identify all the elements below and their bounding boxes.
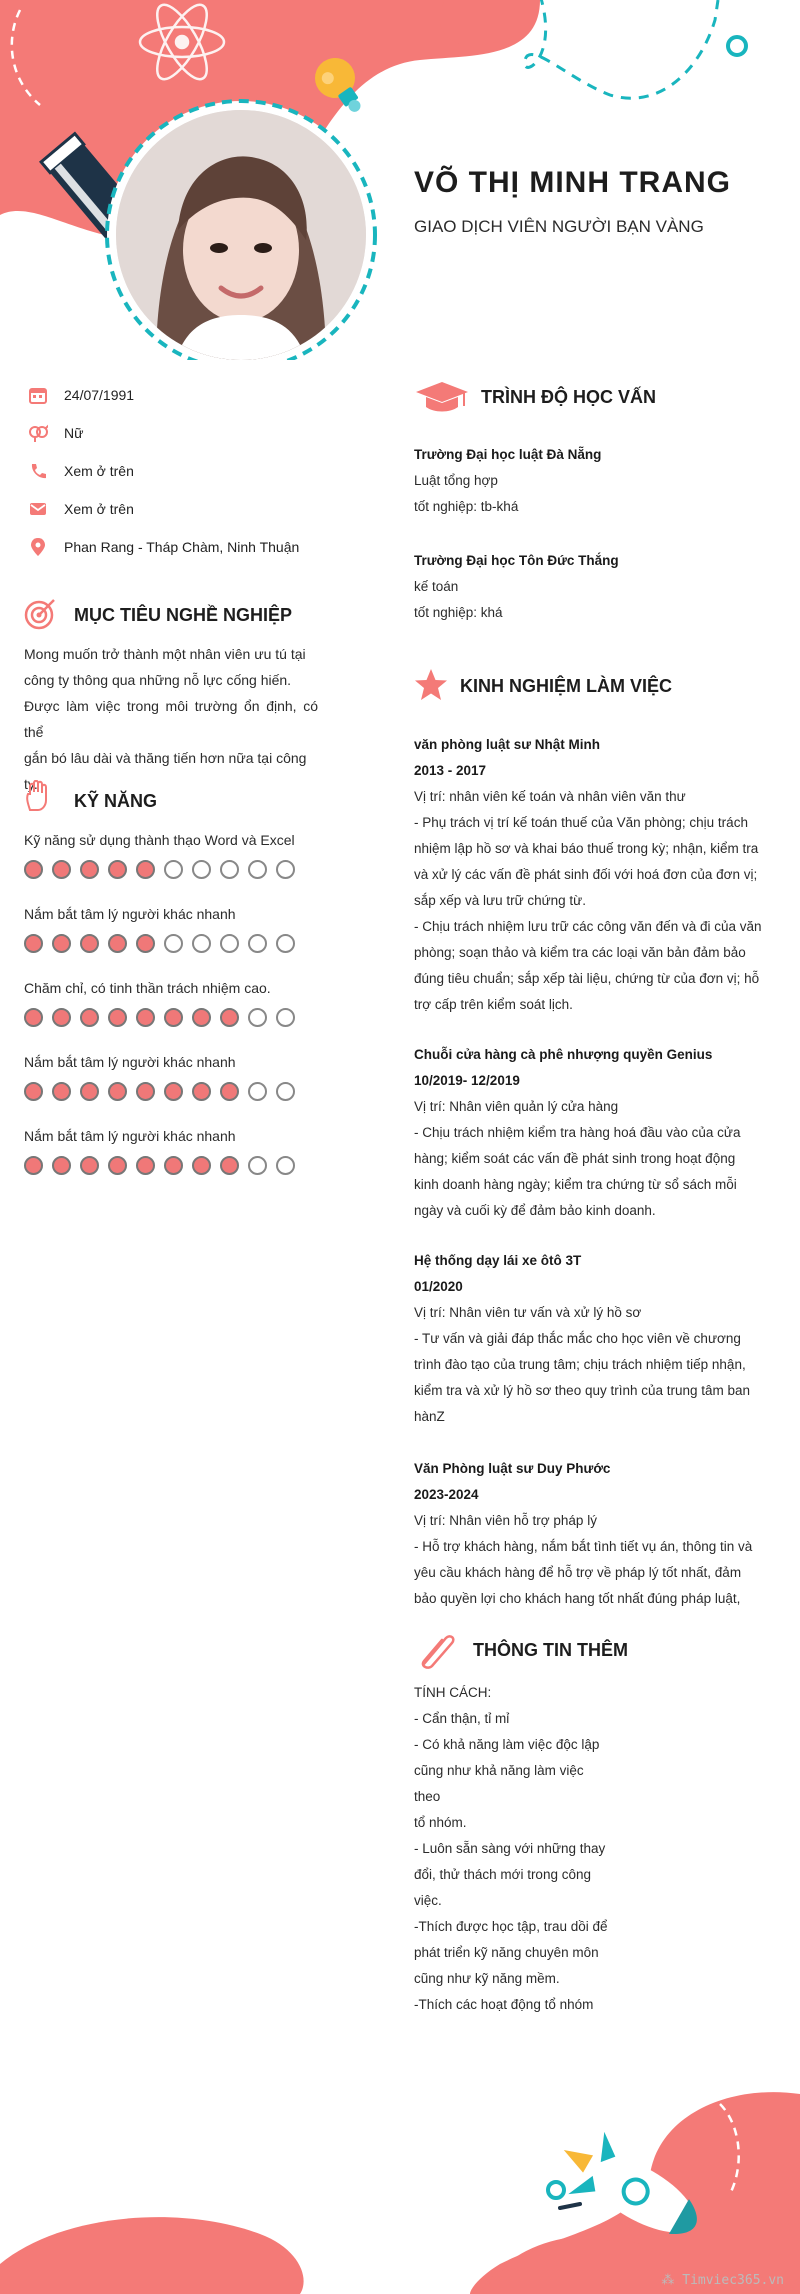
company-name: Văn Phòng luật sư Duy Phước bbox=[414, 1461, 611, 1476]
description-line: - Tư vấn và giải đáp thắc mắc cho học viên về chương bbox=[414, 1331, 741, 1346]
rating-dot-filled bbox=[24, 860, 43, 879]
description-line: hànZ bbox=[414, 1409, 445, 1424]
additional-text bbox=[414, 1680, 620, 2018]
description-line: trình đào tạo của trung tâm; chịu trách nhiệm tiếp nhận, bbox=[414, 1357, 746, 1372]
rating-dot-filled bbox=[24, 1156, 43, 1175]
avatar bbox=[116, 110, 366, 360]
description-line: - Chịu trách nhiệm kiểm tra hàng hoá đầu vào của cửa bbox=[414, 1125, 741, 1140]
rating-dot-empty bbox=[276, 1008, 295, 1027]
email-icon bbox=[28, 499, 48, 519]
description-line: - Phụ trách vị trí kế toán thuế của Văn phòng; chịu trách bbox=[414, 815, 748, 830]
rating-dot-filled bbox=[24, 1008, 43, 1027]
rating-dot-filled bbox=[108, 934, 127, 953]
objective-text bbox=[24, 641, 318, 797]
additional-line: -Thích các hoạt động tổ nhóm bbox=[414, 1997, 594, 2012]
teal-ring-bottom-icon bbox=[548, 2182, 564, 2198]
watermark: ⁂ Timviec365.vn bbox=[661, 2273, 784, 2288]
skill-name: Nắm bắt tâm lý người khác nhanh bbox=[24, 1054, 236, 1070]
watermark-text: Timviec365.vn bbox=[682, 2273, 784, 2288]
dob-text: 24/07/1991 bbox=[64, 387, 135, 403]
contact-gender bbox=[28, 420, 83, 446]
rating-dot-empty bbox=[192, 934, 211, 953]
rating-dot-filled bbox=[80, 1156, 99, 1175]
company-name: Chuỗi cửa hàng cà phê nhượng quyền Genius bbox=[414, 1047, 713, 1062]
candidate-name: VÕ THỊ MINH TRANG bbox=[414, 166, 731, 199]
rating-dot-filled bbox=[164, 1082, 183, 1101]
rating-dot-filled bbox=[24, 934, 43, 953]
rating-dot-empty bbox=[276, 1156, 295, 1175]
description-line: kiểm tra và xử lý hồ sơ theo quy trình của trung tâm ban bbox=[414, 1383, 751, 1398]
rating-dot-filled bbox=[164, 1156, 183, 1175]
description-line: sắp xếp và lưu trữ chứng từ. bbox=[414, 893, 586, 908]
coral-blob-top-right bbox=[440, 0, 540, 45]
position: Vị trí: nhân viên kế toán và nhân viên văn thư bbox=[414, 789, 686, 804]
additional-line: - Có khả năng làm việc độc lập bbox=[414, 1737, 600, 1752]
position: Vị trí: Nhân viên hỗ trợ pháp lý bbox=[414, 1513, 597, 1528]
coral-blob-bottom-left bbox=[0, 2217, 304, 2294]
description-line: kinh doanh hàng ngày; kiểm tra chứng từ sổ sách mỗi bbox=[414, 1177, 737, 1192]
skill-name: Kỹ năng sử dụng thành thạo Word và Excel bbox=[24, 832, 295, 848]
company-name: Hệ thống dạy lái xe ôtô 3T bbox=[414, 1253, 582, 1268]
rating-dot-empty bbox=[248, 934, 267, 953]
objective-line: gắn bó lâu dài và thăng tiến hơn nữa tại công bbox=[24, 750, 307, 766]
rating-dot-filled bbox=[136, 934, 155, 953]
additional-line: cũng như kỹ năng mềm. bbox=[414, 1971, 560, 1986]
rating-dot-filled bbox=[108, 860, 127, 879]
education-item bbox=[414, 442, 770, 520]
experience-title: KINH NGHIỆM LÀM VIỆC bbox=[460, 676, 673, 696]
major: kế toán bbox=[414, 579, 459, 594]
education-item bbox=[414, 548, 770, 626]
hand-icon bbox=[24, 780, 52, 812]
description-line: trợ cấp trên kiểm soát lịch. bbox=[414, 997, 573, 1012]
rating-dot-filled bbox=[220, 1008, 239, 1027]
education-title: TRÌNH ĐỘ HỌC VẤN bbox=[481, 387, 656, 407]
period: 01/2020 bbox=[414, 1279, 463, 1294]
rating-dot-empty bbox=[276, 860, 295, 879]
grade: tốt nghiệp: tb-khá bbox=[414, 499, 519, 514]
additional-line: - Luôn sẵn sàng với những thay bbox=[414, 1841, 606, 1856]
rating-dot-empty bbox=[164, 934, 183, 953]
rating-dot-filled bbox=[192, 1008, 211, 1027]
rating-dot-filled bbox=[52, 1156, 71, 1175]
company-name: văn phòng luật sư Nhật Minh bbox=[414, 737, 601, 752]
rating-dot-filled bbox=[136, 1008, 155, 1027]
description-line: bảo quyền lợi cho khách hang tốt nhất đúng pháp luật, bbox=[414, 1591, 741, 1606]
rating-dot-filled bbox=[136, 1082, 155, 1101]
contact-email bbox=[28, 496, 134, 522]
description-line: ngày và cuối kỳ để đảm bảo kinh doanh. bbox=[414, 1203, 656, 1218]
additional-line: đổi, thử thách mới trong công bbox=[414, 1867, 591, 1882]
contact-address bbox=[28, 534, 299, 560]
period: 2023-2024 bbox=[414, 1487, 479, 1502]
experience-item bbox=[414, 732, 770, 1018]
phone-icon bbox=[28, 461, 48, 481]
description-line: yêu cầu khách hàng để hỗ trợ về pháp lý tốt nhất, đảm bbox=[414, 1565, 742, 1580]
contact-dob bbox=[28, 382, 134, 408]
description-line: - Hỗ trợ khách hàng, nắm bắt tình tiết vụ án, thông tin và bbox=[414, 1539, 753, 1554]
teal-ring-icon bbox=[728, 37, 746, 55]
rating-dot-filled bbox=[52, 1082, 71, 1101]
rating-dot-filled bbox=[164, 1008, 183, 1027]
job-title: GIAO DỊCH VIÊN NGƯỜI BẠN VÀNG bbox=[414, 217, 704, 236]
skill-rating bbox=[24, 1082, 304, 1101]
experience-item bbox=[414, 1042, 770, 1224]
objective-line: công ty thông qua những nỗ lực cống hiến. bbox=[24, 672, 292, 688]
experience-item bbox=[414, 1248, 770, 1430]
rating-dot-empty bbox=[192, 860, 211, 879]
rating-dot-empty bbox=[220, 934, 239, 953]
rating-dot-filled bbox=[108, 1082, 127, 1101]
position: Vị trí: Nhân viên tư vấn và xử lý hồ sơ bbox=[414, 1305, 642, 1320]
additional-line: tổ nhóm. bbox=[414, 1815, 467, 1830]
rating-dot-filled bbox=[220, 1156, 239, 1175]
grade: tốt nghiệp: khá bbox=[414, 605, 503, 620]
rating-dot-empty bbox=[248, 860, 267, 879]
rating-dot-filled bbox=[108, 1156, 127, 1175]
location-icon bbox=[28, 537, 48, 557]
objective-title: MỤC TIÊU NGHỀ NGHIỆP bbox=[74, 605, 293, 625]
rating-dot-filled bbox=[52, 1008, 71, 1027]
footer-decoration bbox=[0, 2064, 800, 2294]
rating-dot-filled bbox=[80, 860, 99, 879]
calendar-icon bbox=[28, 385, 48, 405]
skill-rating bbox=[24, 934, 304, 953]
additional-line: TÍNH CÁCH: bbox=[414, 1685, 492, 1700]
rating-dot-empty bbox=[276, 934, 295, 953]
graduation-cap-icon bbox=[414, 380, 470, 414]
additional-line: theo bbox=[414, 1789, 441, 1804]
rating-dot-filled bbox=[24, 1082, 43, 1101]
description-line: đúng tiêu chuẩn; sắp xếp tài liệu, chứng từ của đơn vị; hỗ bbox=[414, 971, 760, 986]
description-line: nhiệm lập hồ sơ và khai báo thuế trong kỳ; nhận, kiểm tra bbox=[414, 841, 759, 856]
rating-dot-filled bbox=[192, 1156, 211, 1175]
rating-dot-empty bbox=[248, 1156, 267, 1175]
navy-dash bbox=[560, 2204, 580, 2208]
description-line: hàng; kiểm soát các vấn đề phát sinh trong hoạt động bbox=[414, 1151, 736, 1166]
skill-rating bbox=[24, 1008, 304, 1027]
rating-dot-empty bbox=[276, 1082, 295, 1101]
experience-item bbox=[414, 1456, 770, 1612]
additional-line: phát triển kỹ năng chuyên môn bbox=[414, 1945, 599, 1960]
rating-dot-filled bbox=[52, 934, 71, 953]
rating-dot-empty bbox=[248, 1082, 267, 1101]
rating-dot-filled bbox=[220, 1082, 239, 1101]
phone-text: Xem ở trên bbox=[64, 463, 134, 479]
school-name: Trường Đại học Tôn Đức Thắng bbox=[414, 553, 619, 568]
rating-dot-empty bbox=[248, 1008, 267, 1027]
skill-name: Chăm chỉ, có tinh thần trách nhiệm cao. bbox=[24, 980, 271, 996]
star-icon bbox=[414, 668, 448, 702]
target-icon bbox=[24, 596, 58, 630]
rating-dot-filled bbox=[80, 934, 99, 953]
rating-dot-filled bbox=[136, 1156, 155, 1175]
rating-dot-filled bbox=[80, 1008, 99, 1027]
address-text: Phan Rang - Tháp Chàm, Ninh Thuận bbox=[64, 539, 300, 555]
position: Vị trí: Nhân viên quản lý cửa hàng bbox=[414, 1099, 619, 1114]
skills-title: KỸ NĂNG bbox=[74, 791, 158, 811]
additional-line: cũng như khả năng làm việc bbox=[414, 1763, 584, 1778]
rating-dot-filled bbox=[108, 1008, 127, 1027]
major: Luật tổng hợp bbox=[414, 473, 498, 488]
gender-text: Nữ bbox=[64, 425, 84, 441]
additional-line: việc. bbox=[414, 1893, 442, 1908]
description-line: phòng; soạn thảo và kiểm tra các loại văn bản đảm bảo bbox=[414, 945, 746, 960]
rating-dot-filled bbox=[136, 860, 155, 879]
objective-line: Mong muốn trở thành một nhân viên ưu tú tại bbox=[24, 646, 306, 662]
email-text: Xem ở trên bbox=[64, 501, 134, 517]
objective-line: Được làm việc trong môi trường ổn định, có thể bbox=[24, 698, 318, 740]
rating-dot-filled bbox=[80, 1082, 99, 1101]
skill-rating bbox=[24, 860, 304, 879]
additional-title: THÔNG TIN THÊM bbox=[473, 1640, 628, 1660]
rating-dot-empty bbox=[164, 860, 183, 879]
school-name: Trường Đại học luật Đà Nẵng bbox=[414, 447, 602, 462]
paperclip-icon bbox=[414, 1628, 458, 1672]
description-line: và xử lý các vấn đề phát sinh đối với hoá đơn của đơn vị; bbox=[414, 867, 758, 882]
period: 10/2019- 12/2019 bbox=[414, 1073, 520, 1088]
additional-line: -Thích được học tập, trau dồi để bbox=[414, 1919, 608, 1934]
contact-phone bbox=[28, 458, 134, 484]
rating-dot-filled bbox=[52, 860, 71, 879]
skill-name: Nắm bắt tâm lý người khác nhanh bbox=[24, 906, 236, 922]
period: 2013 - 2017 bbox=[414, 763, 487, 778]
rating-dot-empty bbox=[220, 860, 239, 879]
skill-name: Nắm bắt tâm lý người khác nhanh bbox=[24, 1128, 236, 1144]
description-line: - Chịu trách nhiệm lưu trữ các công văn đến và đi của văn bbox=[414, 919, 762, 934]
gender-icon bbox=[28, 423, 48, 443]
dashed-path-top-right bbox=[525, 0, 718, 98]
rating-dot-filled bbox=[192, 1082, 211, 1101]
skill-rating bbox=[24, 1156, 304, 1175]
additional-line: - Cẩn thận, tỉ mỉ bbox=[414, 1711, 510, 1726]
objective-line: ty. bbox=[24, 776, 38, 792]
